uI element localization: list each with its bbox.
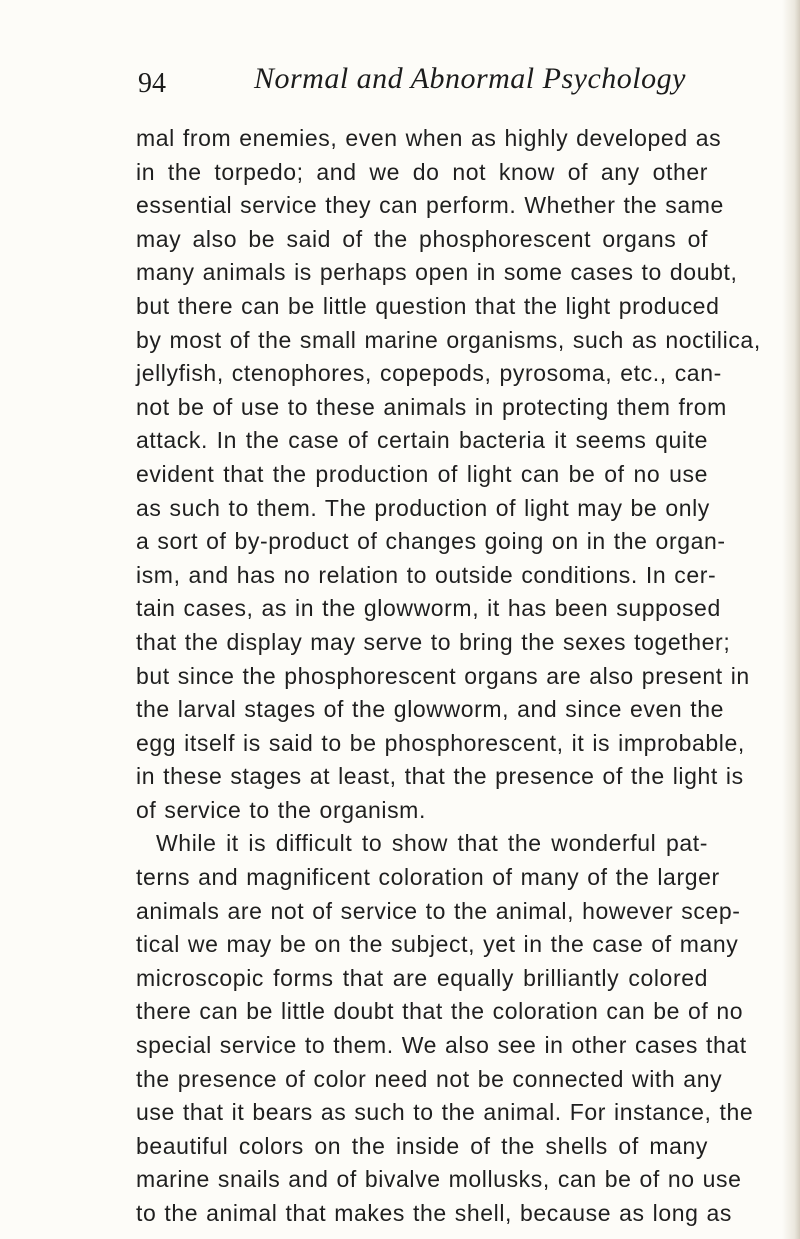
page-edge-shadow	[782, 0, 800, 1239]
text-line: there can be little doubt that the coloration can be of no	[136, 998, 744, 1025]
running-head	[138, 62, 698, 106]
text-line: marine snails and of bivalve mollusks, can be of no use	[136, 1166, 742, 1193]
page-number: 94	[138, 68, 166, 99]
text-line: animals are not of service to the animal, however scep-	[136, 897, 741, 924]
text-line: tical we may be on the subject, yet in the case of many	[136, 931, 739, 958]
text-line: terns and magnificent coloration of many of the larger	[136, 864, 720, 891]
text-line: While it is difficult to show that the wonderful pat-	[156, 830, 708, 857]
text-line: of service to the organism.	[136, 796, 426, 823]
text-line: in the torpedo; and we do not know of any other	[136, 158, 708, 185]
text-line: essential service they can perform. Whether the same	[136, 192, 724, 219]
text-line: a sort of by-product of changes going on in the organ-	[136, 528, 726, 555]
text-line: special service to them. We also see in other cases that	[136, 1032, 747, 1059]
text-line: but since the phosphorescent organs are also present in	[136, 662, 750, 689]
text-line: in these stages at least, that the presence of the light is	[136, 763, 744, 790]
paragraph-container	[136, 122, 761, 1231]
text-line: use that it bears as such to the animal. For instance, the	[136, 1099, 754, 1126]
text-line: but there can be little question that the light produced	[136, 292, 720, 319]
text-line: beautiful colors on the inside of the shells of many	[136, 1132, 708, 1159]
text-line: the larval stages of the glowworm, and since even the	[136, 696, 724, 723]
text-line: jellyfish, ctenophores, copepods, pyrosoma, etc., can-	[136, 360, 722, 387]
text-line: ism, and has no relation to outside conditions. In cer-	[136, 561, 717, 588]
text-line: microscopic forms that are equally brilliantly colored	[136, 964, 708, 991]
text-line: the presence of color need not be connected with any	[136, 1065, 723, 1092]
body-text	[136, 122, 761, 1231]
text-line: may also be said of the phosphorescent organs of	[136, 225, 708, 252]
book-title: Normal and Abnormal Psychology	[254, 62, 686, 95]
text-line: many animals is perhaps open in some cases to doubt,	[136, 259, 738, 286]
text-line: as such to them. The production of light may be only	[136, 494, 710, 521]
text-line: tain cases, as in the glowworm, it has been supposed	[136, 595, 721, 622]
text-line: evident that the production of light can be of no use	[136, 460, 708, 487]
text-line: that the display may serve to bring the sexes together;	[136, 628, 731, 655]
paragraph	[136, 122, 761, 827]
paragraph	[136, 827, 754, 1230]
text-line: by most of the small marine organisms, such as noctilica,	[136, 326, 761, 353]
text-line: to the animal that makes the shell, because as long as	[136, 1200, 733, 1226]
text-line: egg itself is said to be phosphorescent, it is improbable,	[136, 729, 745, 756]
text-line: attack. In the case of certain bacteria it seems quite	[136, 427, 708, 454]
text-line: not be of use to these animals in protecting them from	[136, 393, 727, 420]
text-line: mal from enemies, even when as highly developed as	[136, 125, 722, 151]
